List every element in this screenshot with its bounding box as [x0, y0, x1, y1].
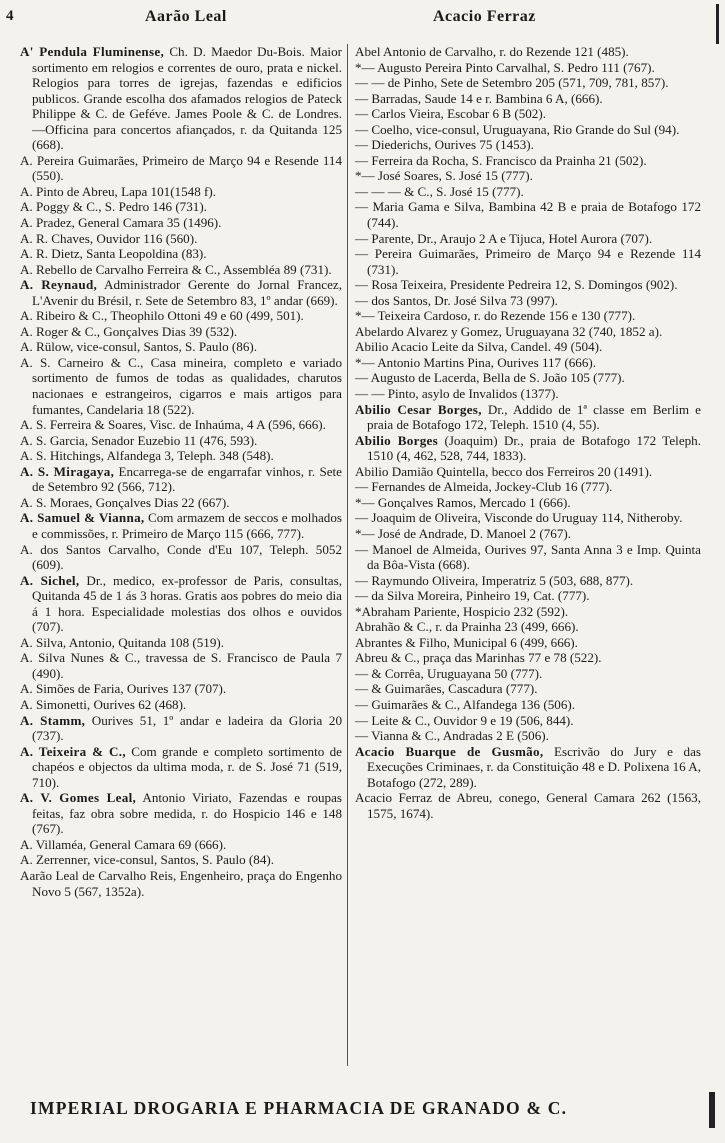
entry-text: A. dos Santos Carvalho, Conde d'Eu 107, Teleph. 5052 (609).: [20, 541, 342, 573]
entry-text: — — de Pinho, Sete de Setembro 205 (571, 709, 781, 857).: [355, 75, 669, 91]
entry-name: A. Stamm,: [20, 712, 86, 728]
entry-text: Abilio Damião Quintella, becco dos Ferreiros 20 (1491).: [355, 463, 653, 479]
directory-entry: [20, 697, 342, 713]
directory-entry: [20, 713, 342, 744]
entry-text: Ourives 51, 1º andar e ladeira da Gloria 20 (737).: [32, 712, 342, 744]
entry-text: A. S. Moraes, Gonçalves Dias 22 (667).: [20, 494, 230, 510]
entry-text: Abreu & C., praça das Marinhas 77 e 78 (522).: [355, 650, 602, 666]
directory-entry: [20, 324, 342, 340]
entry-name: Abilio Borges: [355, 432, 439, 448]
entry-text: Com armazem de seccos e molhados e commissões, r. Primeiro de Março 115 (666, 777).: [32, 510, 342, 541]
directory-entry: [20, 231, 342, 247]
entry-text: — Carlos Vieira, Escobar 6 B (502).: [355, 106, 546, 122]
entry-text: Abrantes & Filho, Municipal 6 (499, 666).: [355, 634, 578, 650]
directory-entry: [355, 635, 701, 651]
entry-text: *— Gonçalves Ramos, Mercado 1 (666).: [355, 494, 571, 510]
directory-entry: [355, 277, 701, 293]
directory-entry: [355, 402, 701, 433]
directory-entry: [20, 308, 342, 324]
entry-text: Encarrega-se de engarrafar vinhos, r. Sete de Setembro 92 (566, 712).: [32, 463, 342, 495]
directory-entry: [355, 122, 701, 138]
entry-text: A. R. Dietz, Santa Leopoldina (83).: [20, 246, 207, 262]
entry-text: — Raymundo Oliveira, Imperatriz 5 (503, 688, 877).: [355, 572, 634, 588]
directory-entry: [20, 542, 342, 573]
entry-text: — Barradas, Saude 14 e r. Bambina 6 A, (666).: [355, 90, 603, 106]
entry-text: — Augusto de Lacerda, Bella de S. João 105 (777).: [355, 370, 625, 386]
directory-entry: [355, 479, 701, 495]
directory-entry: [355, 293, 701, 309]
entry-name: Abilio Cesar Borges,: [355, 401, 482, 417]
directory-entry: [355, 728, 701, 744]
entry-text: — Manoel de Almeida, Ourives 97, Santa Anna 3 e Imp. Quinta da Bôa-Vista (668).: [355, 541, 701, 573]
entry-text: A. Silva, Antonio, Quitanda 108 (519).: [20, 634, 225, 650]
entry-text: A. S. Ferreira & Soares, Visc. de Inhaúma, 4 A (596, 666).: [20, 417, 326, 433]
entry-text: — Leite & C., Ouvidor 9 e 19 (506, 844).: [355, 712, 574, 728]
left-column: [20, 44, 342, 899]
directory-entry: [20, 355, 342, 417]
entry-text: — Vianna & C., Andradas 2 E (506).: [355, 728, 549, 744]
directory-entry: [20, 277, 342, 308]
directory-entry: [355, 60, 701, 76]
directory-entry: [355, 106, 701, 122]
entry-text: A. Pinto de Abreu, Lapa 101(1548 f).: [20, 183, 217, 199]
directory-entry: [20, 262, 342, 278]
directory-entry: [355, 168, 701, 184]
directory-entry: [20, 635, 342, 651]
entry-text: — & Corrêa, Uruguayana 50 (777).: [355, 665, 543, 681]
column-divider: [347, 44, 348, 1066]
directory-entry: [355, 153, 701, 169]
edge-mark: [716, 4, 719, 44]
directory-entry: [20, 650, 342, 681]
directory-entry: [355, 619, 701, 635]
directory-entry: [355, 573, 701, 589]
directory-entry: [355, 91, 701, 107]
entry-text: *Abraham Pariente, Hospicio 232 (592).: [355, 603, 569, 619]
entry-text: — — — & C., S. José 15 (777).: [355, 183, 524, 199]
directory-entry: [20, 744, 342, 791]
entry-text: — Parente, Dr., Araujo 2 A e Tijuca, Hotel Aurora (707).: [355, 230, 653, 246]
entry-text: Com grande e completo sortimento de chapéos e objectos da ultima moda, r. de S. José 71 (519, 710).: [32, 743, 342, 790]
entry-text: — & Guimarães, Cascadura (777).: [355, 681, 538, 697]
directory-entry: [355, 370, 701, 386]
directory-entry: [355, 339, 701, 355]
entry-text: A. S. Garcia, Senador Euzebio 11 (476, 593).: [20, 432, 258, 448]
entry-text: Dr., medico, ex-professor de Paris, consultas, Quitanda 45 de 1 ás 3 horas. Gratis aos pobres do meio dia á 1 hora. Especialidade molestias dos olhos e ouvidos (707).: [32, 572, 342, 635]
entry-text: Acacio Ferraz de Abreu, conego, General Camara 262 (1563, 1575, 1674).: [355, 790, 701, 821]
running-head-left: Aarão Leal: [145, 8, 227, 25]
entry-text: *— José Soares, S. José 15 (777).: [355, 168, 533, 184]
directory-entry: [355, 510, 701, 526]
entry-text: — Pereira Guimarães, Primeiro de Março 94 e Rezende 114 (731).: [355, 246, 701, 277]
directory-entry: [20, 448, 342, 464]
directory-entry: [355, 650, 701, 666]
directory-entry: [355, 231, 701, 247]
entry-text: *— José de Andrade, D. Manoel 2 (767).: [355, 525, 572, 541]
directory-entry: [20, 417, 342, 433]
directory-entry: [355, 137, 701, 153]
directory-entry: [355, 790, 701, 821]
entry-text: — Joaquim de Oliveira, Visconde do Uruguay 114, Nitheroby.: [355, 510, 683, 526]
entry-text: A. Zerrenner, vice-consul, Santos, S. Paulo (84).: [20, 852, 275, 868]
entry-text: Administrador Gerente do Jornal Francez, L'Avenir du Brésil, r. Sete de Setembro 83, 1º andar (669).: [32, 277, 342, 308]
entry-name: A' Pendula Fluminense,: [20, 44, 165, 59]
directory-entry: [355, 666, 701, 682]
entry-text: Escrivão do Jury e das Execuções Criminaes, r. da Constituição 48 e D. Polixena 16 A, Botafogo (272, 289).: [367, 743, 701, 790]
directory-entry: [355, 588, 701, 604]
directory-entry: [355, 199, 701, 230]
entry-text: *— Augusto Pereira Pinto Carvalhal, S. Pedro 111 (767).: [355, 59, 655, 75]
directory-entry: [355, 308, 701, 324]
entry-text: A. R. Chaves, Ouvidor 116 (560).: [20, 230, 198, 246]
entry-text: *— Teixeira Cardoso, r. do Rezende 156 e 130 (777).: [355, 308, 636, 324]
directory-entry: [355, 697, 701, 713]
directory-entry: [355, 44, 701, 60]
directory-entry: [20, 510, 342, 541]
directory-entry: [355, 184, 701, 200]
entry-name: A. Sichel,: [20, 572, 80, 588]
entry-text: Ch. D. Maedor Du-Bois. Maior sortimento em relogios e correntes de ouro, prata e nickel. Relogios para torres de igrejas, fazendas e edificios publicos. Grande escolha dos afamados relogios de Pateck Philippe & C. de Geféve. James Poole & C. de Londres. —Officina para concertos afiançados, r. da Quitanda 125 (668).: [32, 44, 342, 153]
directory-entry: [355, 713, 701, 729]
directory-entry: [355, 246, 701, 277]
entry-name: A. V. Gomes Leal,: [20, 790, 137, 806]
directory-entry: [355, 681, 701, 697]
entry-text: — Rosa Teixeira, Presidente Pedreira 12, S. Domingos (902).: [355, 277, 678, 293]
directory-entry: [20, 837, 342, 853]
directory-entry: [20, 573, 342, 635]
entry-text: Abelardo Alvarez y Gomez, Uruguayana 32 (740, 1852 a).: [355, 323, 663, 339]
directory-entry: [355, 386, 701, 402]
entry-text: — dos Santos, Dr. José Silva 73 (997).: [355, 292, 558, 308]
entry-name: A. S. Miragaya,: [20, 463, 115, 479]
entry-text: A. Pradez, General Camara 35 (1496).: [20, 215, 222, 231]
directory-entry: [20, 868, 342, 899]
entry-text: A. Simonetti, Ourives 62 (468).: [20, 696, 187, 712]
entry-text: — Guimarães & C., Alfandega 136 (506).: [355, 696, 575, 712]
directory-entry: [20, 433, 342, 449]
directory-entry: [20, 199, 342, 215]
entry-text: *— Antonio Martins Pina, Ourives 117 (666).: [355, 354, 597, 370]
right-column: [355, 44, 701, 821]
directory-entry: [355, 495, 701, 511]
directory-entry: [355, 542, 701, 573]
running-head-right: Acacio Ferraz: [433, 8, 536, 25]
entry-name: Acacio Buarque de Gusmão,: [355, 743, 544, 759]
entry-name: A. Samuel & Vianna,: [20, 510, 145, 526]
entry-text: A. Pereira Guimarães, Primeiro de Março 94 e Resende 114 (550).: [20, 152, 342, 184]
directory-entry: [20, 44, 342, 153]
entry-text: (Joaquim) Dr., praia de Botafogo 172 Teleph. 1510 (4, 462, 528, 744, 1833).: [367, 432, 701, 464]
directory-entry: [355, 355, 701, 371]
entry-text: A. Villaméa, General Camara 69 (666).: [20, 836, 227, 852]
entry-text: Abel Antonio de Carvalho, r. do Rezende 121 (485).: [355, 44, 629, 59]
entry-text: — Coelho, vice-consul, Uruguayana, Rio Grande do Sul (94).: [355, 121, 680, 137]
entry-text: — Fernandes de Almeida, Jockey-Club 16 (777).: [355, 479, 613, 495]
entry-name: A. Teixeira & C.,: [20, 743, 126, 759]
entry-text: — Diederichs, Ourives 75 (1453).: [355, 137, 534, 153]
entry-text: Abilio Acacio Leite da Silva, Candel. 49 (504).: [355, 339, 603, 355]
directory-entry: [355, 464, 701, 480]
entry-text: Abrahão & C., r. da Prainha 23 (499, 666).: [355, 619, 579, 635]
directory-entry: [20, 184, 342, 200]
directory-entry: [20, 246, 342, 262]
directory-entry: [20, 215, 342, 231]
directory-entry: [355, 744, 701, 791]
footer-edge-mark: [709, 1092, 715, 1128]
directory-entry: [20, 495, 342, 511]
entry-text: A. Roger & C., Gonçalves Dias 39 (532).: [20, 323, 238, 339]
directory-entry: [20, 852, 342, 868]
entry-text: Aarão Leal de Carvalho Reis, Engenheiro, praça do Engenho Novo 5 (567, 1352a).: [20, 867, 342, 899]
directory-entry: [20, 681, 342, 697]
directory-entry: [355, 604, 701, 620]
directory-entry: [20, 339, 342, 355]
directory-entry: [355, 75, 701, 91]
entry-text: A. S. Hitchings, Alfandega 3, Teleph. 348 (548).: [20, 448, 274, 464]
directory-entry: [355, 526, 701, 542]
entry-text: A. Rebello de Carvalho Ferreira & C., Assembléa 89 (731).: [20, 261, 332, 277]
page-number: 4: [6, 8, 14, 24]
entry-text: — — Pinto, asylo de Invalidos (1377).: [355, 386, 559, 402]
directory-entry: [20, 464, 342, 495]
entry-text: A. Silva Nunes & C., travessa de S. Francisco de Paula 7 (490).: [20, 650, 342, 681]
directory-entry: [355, 433, 701, 464]
directory-entry: [355, 324, 701, 340]
entry-text: A. S. Carneiro & C., Casa mineira, completo e variado sortimento de fumos de todas as qualidades, charutos nacionaes e estrangeiros, cigarros e mais artigos para fumantes, Candelaria 18 (522).: [20, 354, 342, 417]
entry-text: — Maria Gama e Silva, Bambina 42 B e praia de Botafogo 172 (744).: [355, 199, 701, 231]
entry-text: Dr., Addido de 1ª classe em Berlim e praia de Botafogo 172, Teleph. 1510 (4, 55).: [367, 401, 701, 433]
directory-entry: [20, 153, 342, 184]
entry-name: A. Reynaud,: [20, 277, 98, 293]
entry-text: — da Silva Moreira, Pinheiro 19, Cat. (777).: [355, 588, 590, 604]
entry-text: A. Poggy & C., S. Pedro 146 (731).: [20, 199, 207, 215]
entry-text: A. Ribeiro & C., Theophilo Ottoni 49 e 60 (499, 501).: [20, 308, 304, 324]
directory-entry: [20, 790, 342, 837]
entry-text: — Ferreira da Rocha, S. Francisco da Prainha 21 (502).: [355, 152, 647, 168]
entry-text: A. Simões de Faria, Ourives 137 (707).: [20, 681, 227, 697]
entry-text: A. Rülow, vice-consul, Santos, S. Paulo (86).: [20, 339, 258, 355]
footer-advertisement: IMPERIAL DROGARIA E PHARMACIA DE GRANADO & C.: [30, 1098, 568, 1118]
entry-text: Antonio Viriato, Fazendas e roupas feitas, faz obra sobre medida, r. do Hospicio 146 e 148 (767).: [32, 790, 342, 837]
